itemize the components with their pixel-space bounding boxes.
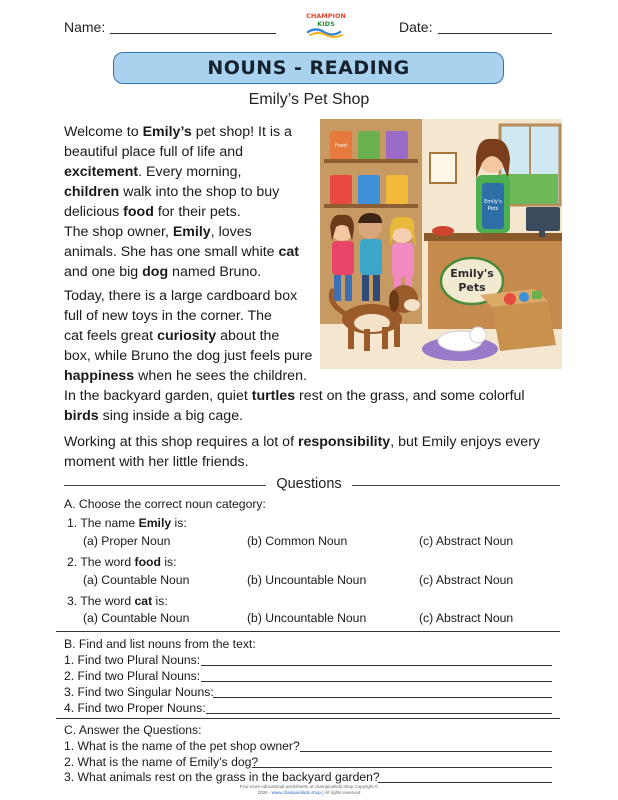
- paragraph-text: moment with her little friends.: [64, 454, 249, 470]
- answer-line-b1[interactable]: [201, 665, 552, 666]
- section-b-instruction: B. Find and list nouns from the text:: [64, 637, 256, 651]
- date-label: Date:: [399, 19, 433, 35]
- option-a3-a[interactable]: (a) Countable Noun: [83, 611, 190, 625]
- footer-link[interactable]: www.championkids.shop: [271, 790, 321, 795]
- question-a3-pre: 3. The word: [67, 594, 135, 608]
- title-banner: [113, 52, 504, 84]
- question-a1-pre: 1. The name: [67, 516, 139, 530]
- paragraph-text: animals. She has one small white: [64, 244, 279, 260]
- answer-line-b3[interactable]: [213, 697, 552, 698]
- section-divider-2: [56, 718, 560, 719]
- paragraph-text: Welcome to: [64, 124, 143, 140]
- footer: [0, 784, 618, 796]
- answer-line-b2[interactable]: [201, 681, 552, 682]
- question-c3: 3. What animals rest on the grass in the backyard garden?: [64, 770, 380, 784]
- question-c1: 1. What is the name of the pet shop owner?: [64, 739, 300, 753]
- paragraph-text: Working at this shop requires a lot of: [64, 434, 298, 450]
- highlighted-noun: food: [123, 204, 154, 220]
- sign-text-1: Emily's: [450, 267, 494, 280]
- paragraph-text: named Bruno.: [168, 264, 262, 280]
- question-a1: [67, 516, 187, 530]
- option-a3-c[interactable]: (c) Abstract Noun: [419, 611, 514, 625]
- question-a3-word: cat: [134, 594, 153, 608]
- option-a1-a[interactable]: (a) Proper Noun: [83, 534, 171, 548]
- highlighted-noun: birds: [64, 408, 99, 424]
- footer-line-2: [0, 790, 618, 796]
- question-b4: 4. Find two Proper Nouns:: [64, 701, 206, 715]
- paragraph-text: pet shop! It is a: [191, 124, 292, 140]
- section-c-instruction: C. Answer the Questions:: [64, 723, 202, 737]
- paragraph-text: about the: [216, 328, 280, 344]
- paragraph-text: Today, there is a large cardboard box: [64, 288, 298, 304]
- reading-paragraph-5: [64, 432, 574, 472]
- reading-paragraph-2: [64, 222, 324, 282]
- paragraph-text: In the backyard garden, quiet: [64, 388, 252, 404]
- option-a2-b[interactable]: (b) Uncountable Noun: [247, 573, 367, 587]
- question-a2: [67, 555, 177, 569]
- paragraph-text: The shop owner,: [64, 224, 173, 240]
- apron-label-1: Emily's: [484, 199, 502, 205]
- question-a1-word: Emily: [138, 516, 172, 530]
- question-a3-post: is:: [152, 594, 168, 608]
- option-a1-b[interactable]: (b) Common Noun: [247, 534, 348, 548]
- question-c2: 2. What is the name of Emily’s dog?: [64, 755, 259, 769]
- shelf-label: Food: [335, 143, 347, 149]
- option-a3-b[interactable]: (b) Uncountable Noun: [247, 611, 367, 625]
- option-a1-c[interactable]: (c) Abstract Noun: [419, 534, 514, 548]
- paragraph-text: cat feels great: [64, 328, 158, 344]
- paragraph-text: sing inside a big cage.: [98, 408, 244, 424]
- name-field-line[interactable]: [110, 33, 276, 34]
- questions-heading: Questions: [276, 476, 342, 492]
- page-title: NOUNS - READING: [207, 57, 410, 79]
- footer-line-1: Find more educational worksheets at championkids.shop Copyright ©: [239, 784, 379, 789]
- story-title: Emily’s Pet Shop: [248, 91, 370, 108]
- highlighted-noun: happiness: [64, 368, 135, 384]
- paragraph-text: , but Emily enjoys every: [390, 434, 541, 450]
- sign-text-2: Pets: [458, 281, 486, 294]
- logo-wordmark: CHAMPION: [306, 12, 346, 20]
- section-a-instruction: A. Choose the correct noun category:: [64, 497, 266, 511]
- reading-paragraph-1: [64, 122, 324, 222]
- paragraph-text: when he sees the children.: [134, 368, 307, 384]
- highlighted-noun: cat: [278, 244, 300, 260]
- paragraph-text: and one big: [64, 264, 143, 280]
- section-divider-1: [56, 631, 560, 632]
- name-label: Name:: [64, 19, 106, 35]
- paragraph-text: beautiful place full of life and: [64, 144, 244, 160]
- highlighted-noun: excitement: [64, 164, 139, 180]
- highlighted-noun: curiosity: [157, 328, 217, 344]
- paragraph-text: , loves: [210, 224, 252, 240]
- reading-paragraph-4: [64, 386, 574, 426]
- paragraph-text: rest on the grass, and some colorful: [295, 388, 525, 404]
- question-a3: [67, 594, 168, 608]
- pet-shop-illustration: [320, 119, 562, 369]
- option-a2-a[interactable]: (a) Countable Noun: [83, 573, 190, 587]
- answer-line-c3[interactable]: [378, 782, 552, 783]
- highlighted-noun: children: [64, 184, 120, 200]
- logo-wordmark-2: KIDS: [317, 20, 335, 28]
- question-a2-word: food: [134, 555, 161, 569]
- question-b2: 2. Find two Plural Nouns:: [64, 669, 201, 683]
- footer-year: 2026 -: [257, 790, 272, 795]
- answer-line-c2[interactable]: [252, 767, 552, 768]
- footer-rights: | All rights reserved: [320, 790, 361, 795]
- apron-label-2: Pets: [487, 206, 499, 212]
- questions-rule-right: [352, 485, 560, 486]
- date-field-line[interactable]: [438, 33, 552, 34]
- paragraph-text: . Every morning,: [138, 164, 242, 180]
- answer-line-b4[interactable]: [206, 713, 552, 714]
- highlighted-noun: dog: [142, 264, 169, 280]
- option-a2-c[interactable]: (c) Abstract Noun: [419, 573, 514, 587]
- highlighted-noun: responsibility: [297, 434, 391, 450]
- paragraph-text: delicious: [64, 204, 124, 220]
- answer-line-c1[interactable]: [300, 751, 552, 752]
- paragraph-text: box, while Bruno the dog just feels pure: [64, 348, 313, 364]
- question-b1: 1. Find two Plural Nouns:: [64, 653, 201, 667]
- highlighted-noun: Emily: [172, 224, 211, 240]
- highlighted-noun: turtles: [251, 388, 296, 404]
- logo: [296, 8, 356, 38]
- question-b3: 3. Find two Singular Nouns:: [64, 685, 214, 699]
- question-a2-pre: 2. The word: [67, 555, 135, 569]
- paragraph-text: full of new toys in the corner. The: [64, 308, 272, 324]
- reading-paragraph-3: [64, 286, 334, 386]
- highlighted-noun: Emily’s: [142, 124, 192, 140]
- paragraph-text: for their pets.: [153, 204, 241, 220]
- paragraph-text: walk into the shop to buy: [119, 184, 280, 200]
- question-a1-post: is:: [171, 516, 187, 530]
- question-a2-post: is:: [160, 555, 177, 569]
